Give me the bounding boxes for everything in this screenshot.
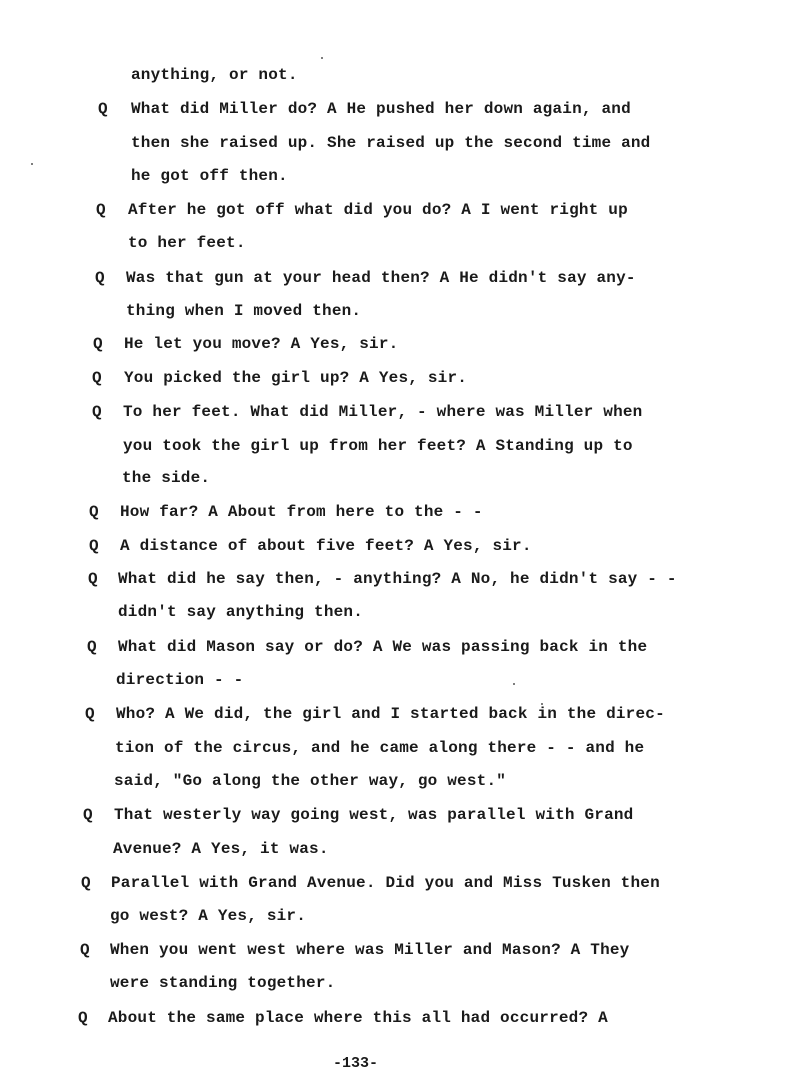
- transcript-line: to her feet.: [128, 234, 246, 252]
- transcript-line: didn't say anything then.: [118, 603, 364, 621]
- question-marker: Q: [96, 201, 106, 219]
- transcript-line: you took the girl up from her feet? A Standing up to: [123, 437, 633, 455]
- question-marker: Q: [87, 638, 97, 656]
- question-marker: Q: [85, 705, 95, 723]
- transcript-line: the side.: [122, 469, 211, 487]
- transcript-line: go west? A Yes, sir.: [110, 907, 307, 925]
- transcript-line: were standing together.: [110, 974, 336, 992]
- question-marker: Q: [95, 269, 105, 287]
- question-marker: Q: [81, 874, 91, 892]
- scan-speck: [513, 683, 515, 685]
- transcript-line: Was that gun at your head then? A He didn't say any-: [126, 269, 636, 287]
- question-marker: Q: [78, 1009, 88, 1027]
- transcript-line: anything, or not.: [131, 66, 298, 84]
- transcript-line: After he got off what did you do? A I went right up: [128, 201, 628, 219]
- transcript-line: When you went west where was Miller and Mason? A They: [110, 941, 630, 959]
- question-marker: Q: [88, 570, 98, 588]
- transcript-line: You picked the girl up? A Yes, sir.: [124, 369, 468, 387]
- transcript-line: Parallel with Grand Avenue. Did you and Miss Tusken then: [111, 874, 660, 892]
- transcript-line: he got off then.: [131, 167, 288, 185]
- question-marker: Q: [89, 503, 99, 521]
- transcript-line: To her feet. What did Miller, - where was Miller when: [123, 403, 643, 421]
- question-marker: Q: [80, 941, 90, 959]
- question-marker: Q: [92, 403, 102, 421]
- transcript-line: said, "Go along the other way, go west.": [114, 772, 507, 790]
- transcript-line: Who? A We did, the girl and I started back in the direc-: [116, 705, 665, 723]
- transcript-line: A distance of about five feet? A Yes, sir.: [120, 537, 532, 555]
- transcript-line: He let you move? A Yes, sir.: [124, 335, 399, 353]
- question-marker: Q: [92, 369, 102, 387]
- transcript-line: tion of the circus, and he came along there - - and he: [115, 739, 645, 757]
- transcript-line: then she raised up. She raised up the second time and: [131, 134, 651, 152]
- transcript-line: How far? A About from here to the - -: [120, 503, 483, 521]
- question-marker: Q: [98, 100, 108, 118]
- question-marker: Q: [93, 335, 103, 353]
- transcript-line: What did Mason say or do? A We was passing back in the: [118, 638, 648, 656]
- scan-speck: [321, 57, 323, 59]
- transcript-line: That westerly way going west, was parallel with Grand: [114, 806, 634, 824]
- transcript-line: About the same place where this all had occurred? A: [108, 1009, 608, 1027]
- transcript-line: What did he say then, - anything? A No, he didn't say - -: [118, 570, 677, 588]
- transcript-line: What did Miller do? A He pushed her down again, and: [131, 100, 631, 118]
- transcript-line: direction - -: [116, 671, 244, 689]
- page-number: -133-: [333, 1055, 379, 1072]
- transcript-line: Avenue? A Yes, it was.: [113, 840, 329, 858]
- scan-speck: [31, 163, 33, 165]
- scan-speck: [541, 703, 543, 705]
- transcript-line: thing when I moved then.: [126, 302, 362, 320]
- question-marker: Q: [83, 806, 93, 824]
- question-marker: Q: [89, 537, 99, 555]
